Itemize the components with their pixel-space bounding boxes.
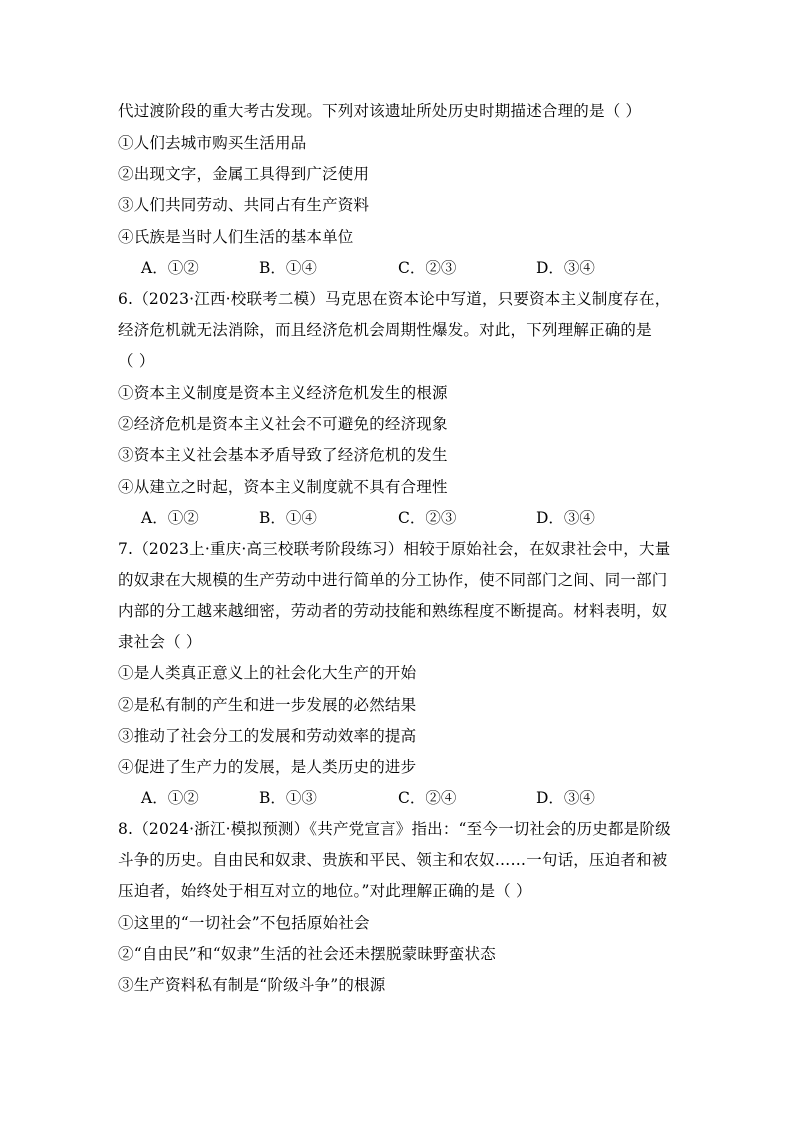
option-d: D．③④	[536, 509, 595, 527]
q5-stem-continuation: 代过渡阶段的重大考古发现。下列对该遗址所处历史时期描述合理的是（ ）	[118, 102, 642, 120]
q8-choice-3: ③生产资料私有制是“阶级斗争”的根源	[118, 976, 386, 994]
option-b: B．①③	[259, 789, 317, 807]
q7-stem-line-4: 隶社会（ ）	[118, 633, 202, 651]
option-b: B．①④	[259, 509, 317, 527]
q8-stem-line-2: 斗争的历史。自由民和奴隶、贵族和平民、领主和农奴……一句话，压迫者和被	[118, 851, 668, 869]
q6-choice-3: ③资本主义社会基本矛盾导致了经济危机的发生	[118, 446, 448, 464]
q7-stem-line-3: 内部的分工越来越细密，劳动者的劳动技能和熟练程度不断提高。材料表明，奴	[118, 602, 668, 620]
q6-stem-line-2: 经济危机就无法消除，而且经济危机会周期性爆发。对此，下列理解正确的是	[118, 321, 652, 339]
q5-choice-2: ②出现文字，金属工具得到广泛使用	[118, 165, 370, 183]
option-a: A．①②	[141, 789, 199, 807]
option-c: C．②④	[398, 789, 457, 807]
option-d: D．③④	[536, 789, 595, 807]
q6-choice-1: ①资本主义制度是资本主义经济危机发生的根源	[118, 384, 448, 402]
q8-choice-1: ①这里的“一切社会”不包括原始社会	[118, 914, 370, 932]
option-a: A．①②	[141, 259, 199, 277]
option-c: C．②③	[398, 259, 457, 277]
q6-stem-line-3: （ ）	[118, 352, 155, 370]
q8-stem-line-1: 8.（2024·浙江·模拟预测）《共产党宣言》指出：“至今一切社会的历史都是阶级	[118, 820, 671, 838]
q8-stem-line-3: 压迫者，始终处于相互对立的地位。”对此理解正确的是（ ）	[118, 882, 532, 900]
q7-stem-line-1: 7.（2023上·重庆·高三校联考阶段练习）相较于原始社会，在奴隶社会中，大量	[118, 540, 671, 558]
q7-choice-3: ③推动了社会分工的发展和劳动效率的提高	[118, 727, 417, 745]
option-d: D．③④	[536, 259, 595, 277]
q6-stem-line-1: 6.（2023·江西·校联考二模）马克思在资本论中写道，只要资本主义制度存在，	[118, 290, 671, 308]
q7-choice-4: ④促进了生产力的发展，是人类历史的进步	[118, 758, 417, 776]
option-b: B．①④	[259, 259, 317, 277]
q5-choice-4: ④氏族是当时人们生活的基本单位	[118, 228, 354, 246]
q7-choice-1: ①是人类真正意义上的社会化大生产的开始	[118, 664, 417, 682]
option-a: A．①②	[141, 509, 199, 527]
q6-choice-2: ②经济危机是资本主义社会不可避免的经济现象	[118, 415, 448, 433]
q8-choice-2: ②“自由民”和“奴隶”生活的社会还未摆脱蒙昧野蛮状态	[118, 945, 496, 963]
q7-choice-2: ②是私有制的产生和进一步发展的必然结果	[118, 696, 417, 714]
q5-choice-3: ③人们共同劳动、共同占有生产资料	[118, 196, 370, 214]
q5-choice-1: ①人们去城市购买生活用品	[118, 134, 307, 152]
q6-choice-4: ④从建立之时起，资本主义制度就不具有合理性	[118, 478, 448, 496]
q7-stem-line-2: 的奴隶在大规模的生产劳动中进行简单的分工协作，使不同部门之间、同一部门	[118, 571, 668, 589]
option-c: C．②③	[398, 509, 457, 527]
